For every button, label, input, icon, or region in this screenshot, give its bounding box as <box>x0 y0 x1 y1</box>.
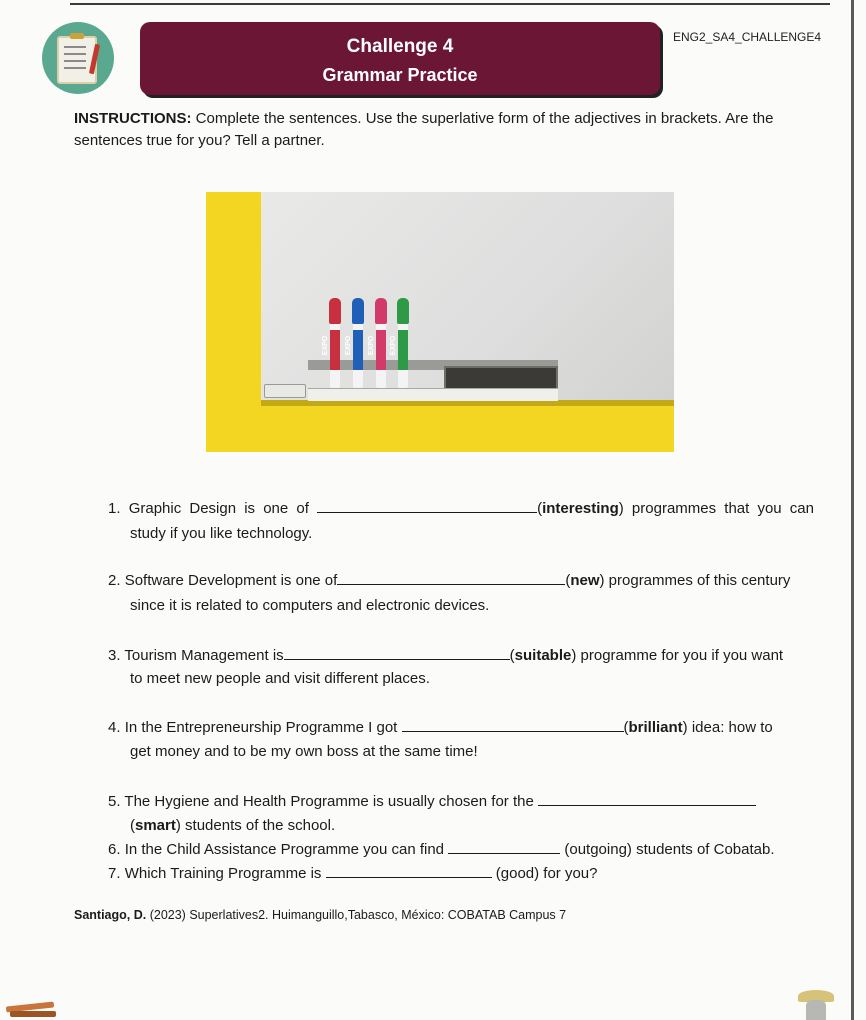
instructions-text: Complete the sentences. Use the superlative form of the adjectives in brackets. Are the sentences true for you? Tell a partner. <box>74 110 774 149</box>
citation-author: Santiago, D. <box>74 908 147 922</box>
adjective-3: suitable <box>514 647 572 664</box>
question-4: 4. In the Entrepreneurship Programme I got (brilliant) idea: how to <box>108 716 814 739</box>
farmer-icon <box>796 990 836 1020</box>
answer-blank-4[interactable] <box>402 716 624 732</box>
answer-blank-1[interactable] <box>317 497 537 513</box>
citation <box>74 908 566 922</box>
question-2-line2: since it is related to computers and electronic devices. <box>130 597 490 614</box>
adjective-5: smart <box>135 817 176 834</box>
adjective-7: (good) <box>495 865 540 882</box>
blue-marker <box>345 298 363 388</box>
question-3: 3. Tourism Management is (suitable) programme for you if you want <box>108 644 814 667</box>
instructions-label: INSTRUCTIONS: <box>74 110 192 127</box>
page-title: Challenge 4 <box>346 36 454 57</box>
top-rule <box>70 3 830 5</box>
answer-blank-7[interactable] <box>326 862 492 878</box>
header-banner <box>140 22 660 95</box>
question-6: 6. In the Child Assistance Programme you can find (outgoing) students of Cobatab. <box>108 838 814 861</box>
adjective-1: interesting <box>542 500 619 517</box>
answer-blank-3[interactable] <box>284 644 510 660</box>
marker-label-2: EXPO <box>345 335 353 356</box>
adjective-4: brilliant <box>628 719 683 736</box>
question-1: 1. Graphic Design is one of (interesting) programmes that you can <box>108 497 814 520</box>
books-icon <box>0 1002 70 1020</box>
question-5: 5. The Hygiene and Health Programme is usually chosen for the <box>108 790 814 813</box>
green-marker <box>390 298 408 388</box>
red-marker <box>322 298 340 388</box>
marker-label-3: EXPO <box>368 335 376 356</box>
question-1-line2: study if you like technology. <box>130 525 313 542</box>
whiteboard-photo <box>206 192 674 452</box>
question-3-line2: to meet new people and visit different places. <box>130 670 430 687</box>
worksheet-code: ENG2_SA4_CHALLENGE4 <box>673 30 822 44</box>
instructions <box>74 108 814 152</box>
page-edge <box>851 0 854 1020</box>
question-4-line2: get money and to be my own boss at the same time! <box>130 743 478 760</box>
marker-label-1: EXPO <box>322 335 330 356</box>
citation-text: (2023) Superlatives2. Huimanguillo,Tabasco, México: COBATAB Campus 7 <box>146 908 567 922</box>
page-subtitle: Grammar Practice <box>322 65 478 85</box>
question-2: 2. Software Development is one of (new) programmes of this century <box>108 569 814 592</box>
board-sticker <box>264 384 306 398</box>
answer-blank-5[interactable] <box>538 790 756 806</box>
question-5-line2: (smart) students of the school. <box>130 817 336 834</box>
adjective-2: new <box>570 572 600 589</box>
question-7: 7. Which Training Programme is (good) for you? <box>108 862 814 885</box>
pink-marker <box>368 298 386 388</box>
adjective-6: (outgoing) <box>564 841 632 858</box>
marker-label-4: EXPO <box>390 335 398 356</box>
answer-blank-2[interactable] <box>337 569 565 585</box>
answer-blank-6[interactable] <box>448 838 560 854</box>
